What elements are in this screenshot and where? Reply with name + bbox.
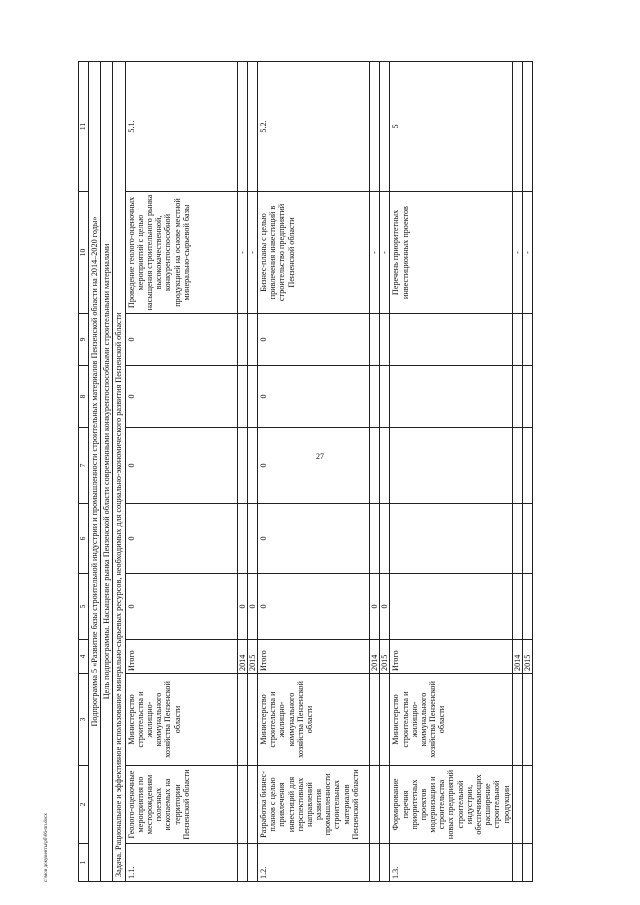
row-number: 1.1.: [125, 844, 237, 882]
year: 2015: [522, 640, 532, 674]
col-num: 9: [79, 314, 89, 366]
result-text: Перечень приоритетных инвестиционных проектов: [390, 192, 512, 314]
year-result: -: [512, 192, 522, 314]
value-5: [390, 574, 512, 640]
table-row: [125, 62, 237, 882]
year-result: -: [380, 192, 390, 314]
col-num: 1: [79, 844, 89, 882]
page-number: 27: [316, 452, 324, 461]
column-number-row: [79, 62, 89, 882]
year-result: -: [237, 192, 247, 314]
value-7: 0: [125, 428, 237, 504]
col-num: 8: [79, 366, 89, 428]
value-6: [390, 504, 512, 574]
year-row: [380, 62, 390, 882]
measure-name: Разработка бизнес-планов с целью привлечения инвестиций для перспективных направлений развития промышленности строительных материалов Пензенской области: [257, 766, 369, 844]
year-value: 0: [237, 574, 247, 640]
value-6: 0: [125, 504, 237, 574]
row-number: 1.2.: [257, 844, 369, 882]
subprogram-goal: Цель подпрограммы. Насыщение рынка Пензенской области современными конкурентоспособными строительными материалами: [101, 62, 113, 882]
table-row: [390, 62, 512, 882]
year: 2015: [380, 640, 390, 674]
col-num: 4: [79, 640, 89, 674]
col-num: 2: [79, 766, 89, 844]
year: 2014: [369, 640, 379, 674]
col-num: 3: [79, 674, 89, 766]
year-result: -: [247, 192, 257, 314]
year-value: [512, 574, 522, 640]
executor: Министерство строительства и жилищно-коммунального хозяйства Пензенской области: [390, 674, 512, 766]
col-num: 5: [79, 574, 89, 640]
value-5: 0: [257, 574, 369, 640]
col-num: 11: [79, 62, 89, 192]
year-value: 0: [369, 574, 379, 640]
measure-name: Геолого-оценочные мероприятия по месторождениям полезных ископаемых на территории Пензенской области: [125, 766, 237, 844]
value-8: 0: [257, 366, 369, 428]
value-9: [390, 314, 512, 366]
year: 2014: [512, 640, 522, 674]
target-ref: 5: [390, 62, 512, 192]
value-6: 0: [257, 504, 369, 574]
col-num: 7: [79, 428, 89, 504]
file-path-footer: c:\мои документы\рб\06-пп.docx: [44, 813, 49, 882]
value-9: 0: [125, 314, 237, 366]
value-8: 0: [125, 366, 237, 428]
year-row: [512, 62, 522, 882]
target-ref: 5.2.: [257, 62, 369, 192]
value-5: 0: [125, 574, 237, 640]
value-7: [390, 428, 512, 504]
year-value: 0: [380, 574, 390, 640]
year-row: [522, 62, 532, 882]
year-row: [369, 62, 379, 882]
executor: Министерство строительства и жилищно-коммунального хозяйства Пензенской области: [125, 674, 237, 766]
task-row: Задача. Рациональное и эффективное использование минерально-сырьевых ресурсов, необходимых для социально-экономического развития Пензенской области: [113, 62, 125, 882]
result-text: Бизнес-планы с целью привлечения инвестиций в строительство предприятий Пензенской области: [257, 192, 369, 314]
result-text: Проведение геолого-оценочных мероприятий с целью насыщения строительного рынка высококачественной, конкурентоспособной продукцией на основе местной минерально-сырьевой базы: [125, 192, 237, 314]
year-value: [522, 574, 532, 640]
subprogram-title: Подпрограмма 5 «Развитие базы строительной индустрии и промышленности строительных материалов Пензенской области на 2014–2020 годы»: [89, 62, 101, 882]
measure-name: Формирование перечня приоритетных проектов модернизации и строительства новых предприятий строительной индустрии, обеспечивающих расширение строительной продукции: [390, 766, 512, 844]
year-result: -: [369, 192, 379, 314]
year: 2015: [247, 640, 257, 674]
value-9: 0: [257, 314, 369, 366]
col-num: 6: [79, 504, 89, 574]
year-row: [237, 62, 247, 882]
col-num: 10: [79, 192, 89, 314]
value-7: 0: [257, 428, 369, 504]
year-total: Итого: [390, 640, 512, 674]
year: 2014: [237, 640, 247, 674]
rotated-table-sheet: [78, 62, 581, 882]
year-result: -: [522, 192, 532, 314]
year-value: 0: [247, 574, 257, 640]
value-8: [390, 366, 512, 428]
year-total: Итого: [257, 640, 369, 674]
table-row: [257, 62, 369, 882]
executor: Министерство строительства и жилищно-коммунального хозяйства Пензенской области: [257, 674, 369, 766]
year-row: [247, 62, 257, 882]
year-total: Итого: [125, 640, 237, 674]
program-table: [78, 61, 533, 882]
target-ref: 5.1.: [125, 62, 237, 192]
row-number: 1.3.: [390, 844, 512, 882]
